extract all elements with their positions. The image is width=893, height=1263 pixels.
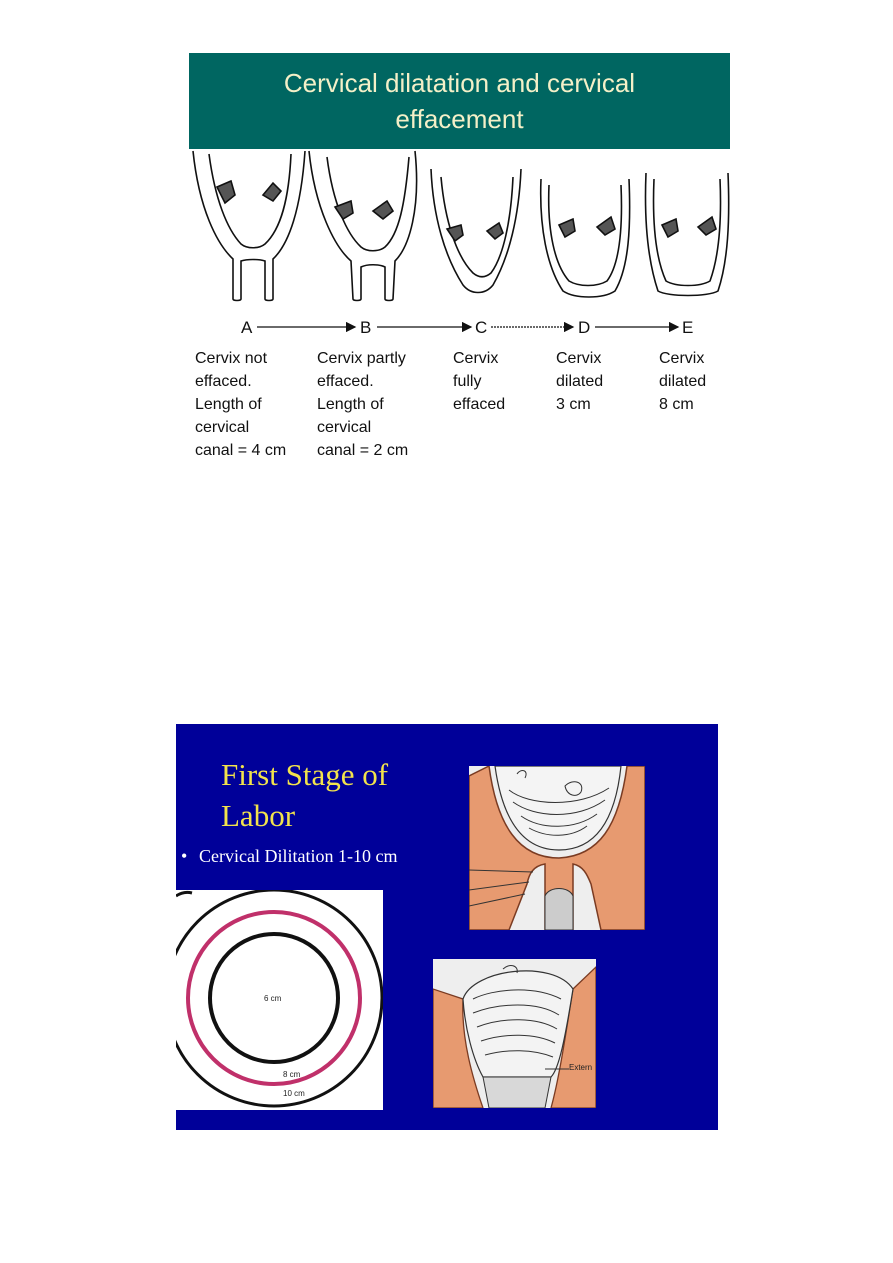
cervix-figure-b — [309, 151, 417, 301]
bullet-icon: • — [181, 846, 188, 866]
slide-title: First Stage of Labor — [221, 757, 389, 833]
stage-letter-b: B — [360, 318, 372, 337]
ring-label-10cm: 10 cm — [283, 1089, 305, 1098]
bullet-text: Cervical Dilitation 1-10 cm — [199, 846, 398, 866]
stage-caption-c: Cervix fully effaced — [453, 350, 506, 413]
ring-label-6cm: 6 cm — [264, 994, 282, 1003]
dilated-cervix-illustration — [433, 959, 596, 1108]
stage-letter-e: E — [682, 318, 694, 337]
stage-letter-c: C — [475, 318, 488, 337]
cervix-figure-d — [541, 179, 630, 297]
stage-arrows — [189, 315, 730, 341]
effacement-slide — [189, 53, 730, 473]
stage-letter-a: A — [241, 318, 253, 337]
stage-caption-d: Cervix dilated 3 cm — [556, 350, 604, 413]
dilation-rings-diagram — [176, 890, 383, 1110]
stage-letter-d: D — [578, 318, 591, 337]
bullet-item — [181, 846, 397, 867]
slide-title: Cervical dilatation and cervical effacement — [283, 68, 636, 134]
extern-label: Extern — [569, 1063, 593, 1072]
ring-label-8cm: 8 cm — [283, 1070, 301, 1079]
stage-caption-a: Cervix not effaced. Length of cervical canal = 4 cm — [195, 350, 287, 459]
stage-caption-e: Cervix dilated 8 cm — [659, 350, 707, 413]
head-in-cervix-illustration — [469, 766, 645, 930]
first-stage-slide — [176, 724, 718, 1130]
slide-header — [189, 53, 730, 149]
cervix-figure-c — [431, 169, 521, 293]
cervix-figure-e — [646, 173, 729, 296]
cervix-figure-a — [193, 151, 305, 301]
stage-caption-b: Cervix partly effaced. Length of cervical canal = 2 cm — [317, 350, 409, 459]
